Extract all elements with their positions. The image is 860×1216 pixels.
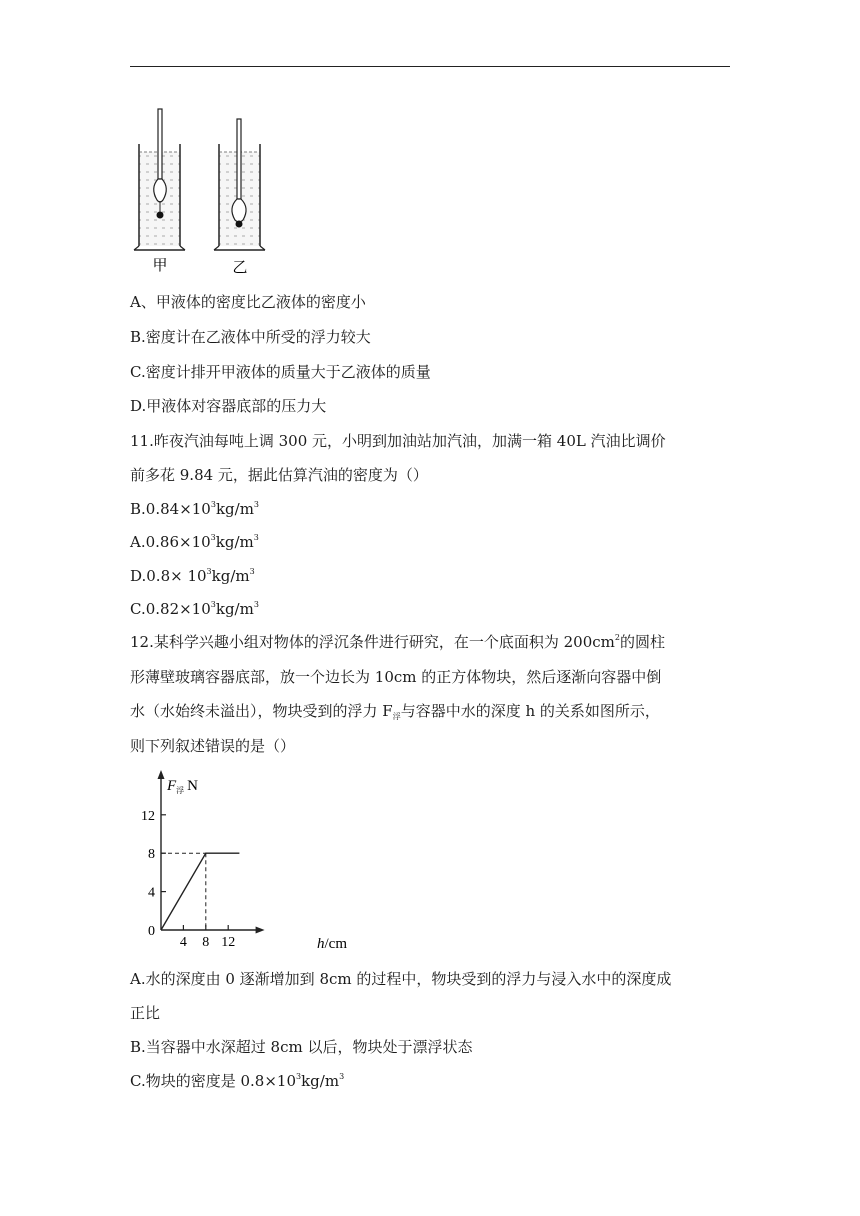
q11-option-1: $B.0.84\times 10^3kg/m^3$ <box>130 500 260 518</box>
x-tick-label: 12 <box>221 935 236 950</box>
q10-option-c: C.密度计排开甲液体的质量大于乙液体的质量 <box>130 363 431 381</box>
q12-stem-line4: 则下列叙述错误的是（） <box>130 737 296 755</box>
figure-label-jia: 甲 <box>152 258 168 274</box>
x-axis-arrow <box>256 927 265 934</box>
q11-option-4: $C.0.82\times 10^3kg/m^3$ <box>130 600 259 618</box>
beaker-left <box>134 109 185 250</box>
q12-stem-line2: 形薄壁玻璃容器底部，放一个边长为 10cm 的正方体物块，然后逐渐向容器中倒 <box>130 668 662 686</box>
q10-option-d: D.甲液体对容器底部的压力大 <box>130 397 327 415</box>
y-tick-label: 4 <box>148 885 155 901</box>
x-axis-label: h/cm <box>317 936 347 952</box>
chart-series <box>161 853 239 930</box>
q11-stem-line2: 前多花 9.84 元，据此估算汽油的密度为（） <box>130 466 428 484</box>
y-axis-label: $F_浮$ N <box>167 778 199 795</box>
q12-option-a-line1: A.水的深度由 0 逐渐增加到 8cm 的过程中，物块受到的浮力与浸入水中的深度成 <box>130 970 672 988</box>
q12-stem-line3: 水（水始终未溢出），物块受到的浮力 $F_浮$与容器中水的深度 h 的关系如图所示， <box>130 702 660 721</box>
beaker-right <box>214 119 265 250</box>
q11-stem-line1: 11.昨夜汽油每吨上调 300 元，小明到加油站加汽油，加满一箱 40L 汽油比调价 <box>130 432 666 450</box>
y-axis-arrow <box>158 770 165 779</box>
x-tick-label: 8 <box>202 935 210 950</box>
q12-option-a-line2: 正比 <box>130 1004 161 1022</box>
hydrometer-figure <box>130 104 270 276</box>
q11-option-3: $D.0.8\times 10^3kg/m^3$ <box>130 567 255 585</box>
q12-option-c: C.物块的密度是 $0.8\times 10^3kg/m^3$ <box>130 1072 345 1090</box>
q11-option-2: $A.0.86\times 10^3kg/m^3$ <box>130 533 259 551</box>
buoyancy-depth-chart <box>130 768 370 952</box>
series-line <box>161 853 239 930</box>
y-tick-label: 8 <box>148 847 155 863</box>
header-rule <box>130 66 730 67</box>
x-tick-label: 4 <box>179 935 187 950</box>
q10-option-a: A、甲液体的密度比乙液体的密度小 <box>130 293 366 311</box>
q10-option-b: B.密度计在乙液体中所受的浮力较大 <box>130 328 371 346</box>
y-tick-label: 0 <box>148 924 155 939</box>
chart-ticks <box>141 809 235 950</box>
y-tick-label: 12 <box>141 808 155 824</box>
figure-label-yi: 乙 <box>232 260 248 276</box>
q12-stem-line1: 12.某科学兴趣小组对物体的浮沉条件进行研究，在一个底面积为 $200cm^2$的圆柱 <box>130 633 665 651</box>
q12-option-b: B.当容器中水深超过 8cm 以后，物块处于漂浮状态 <box>130 1038 473 1056</box>
